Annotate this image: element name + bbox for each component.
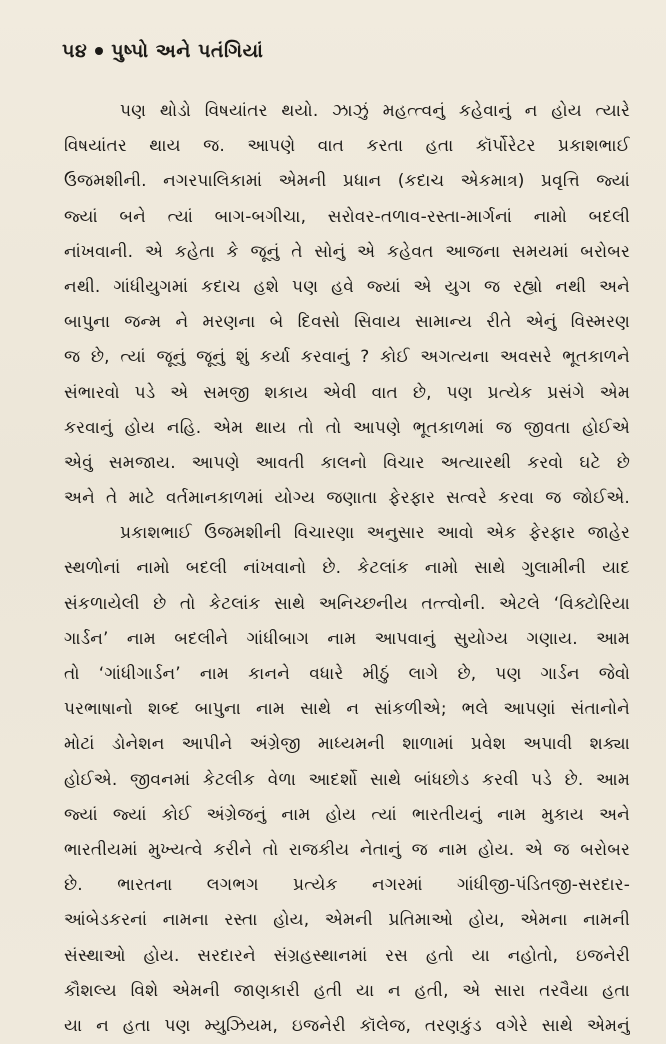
book-title: પુષ્પો અને પતંગિયાં bbox=[111, 40, 264, 62]
text-line: બાપુના જન્મ ને મરણના બે દિવસો સિવાય સામાન્ય રીતે એનું વિસ્મરણ bbox=[64, 312, 630, 333]
text-line: ઉજમશીની. નગરપાલિકામાં એમની પ્રધાન (કદાચ એકમાત્ર) પ્રવૃત્તિ જ્યાં bbox=[64, 171, 630, 192]
paragraph-1 bbox=[64, 94, 630, 516]
page-number: ૫૪ bbox=[62, 40, 88, 62]
text-line: નાંખવાની. એ કહેતા કે જૂનું તે સોનું એ કહેવત આજના સમયમાં બરોબર bbox=[64, 241, 630, 262]
text-line: સંભારવો પડે એ સમજી શકાય એવી વાત છે, પણ પ્રત્યેક પ્રસંગે એમ bbox=[64, 382, 630, 403]
text-line: કરવાનું હોય નહિ. એમ થાય તો તો આપણે ભૂતકાળમાં જ જીવતા હોઈએ bbox=[64, 417, 630, 438]
text-line: પણ થોડો વિષયાંતર થયો. ઝાઝું મહત્ત્વનું કહેવાનું ન હોય ત્યારે bbox=[120, 101, 630, 121]
text-line: જ્યાં જ્યાં કોઈ અંગ્રેજનું નામ હોય ત્યાં ભારતીયનું નામ મુકાય અને bbox=[64, 804, 630, 825]
text-line: કૌશલ્ય વિશે એમની જાણકારી હતી યા ન હતી, એ સારા તરવૈયા હતા bbox=[64, 980, 630, 1001]
body-text bbox=[64, 94, 630, 1044]
running-header bbox=[62, 40, 263, 62]
text-line: હોઈએ. જીવનમાં કેટલીક વેળા આદર્શો સાથે બાંધછોડ કરવી પડે છે. આમ bbox=[64, 769, 630, 790]
text-line: નથી. ગાંધીયુગમાં કદાચ હશે પણ હવે જ્યાં એ યુગ જ રહ્યો નથી અને bbox=[64, 276, 630, 297]
text-line: તો ‘ગાંધીગાર્ડન’ નામ કાનને વધારે મીઠું લાગે છે, પણ ગાર્ડન જેવો bbox=[64, 664, 630, 684]
text-line: સંસ્થાઓ હોય. સરદારને સંગ્રહસ્થાનમાં રસ હતો યા નહોતો, ઇજનેરી bbox=[64, 945, 630, 966]
text-line: યા ન હતા પણ મ્યુઝિયમ, ઇજનેરી કૉલેજ, તરણકુંડ વગેરે સાથે એમનું bbox=[64, 1015, 630, 1036]
paragraph-2 bbox=[64, 516, 630, 1044]
text-line: પરભાષાનો શબ્દ બાપુના નામ સાથે ન સાંકળીએ; ભલે આપણાં સંતાનોને bbox=[64, 699, 630, 720]
text-line: છે. ભારતના લગભગ પ્રત્યેક નગરમાં ગાંધીજી-પંડિતજી-સરદાર- bbox=[64, 875, 630, 896]
text-line: આંબેડકરનાં નામના રસ્તા હોય, એમની પ્રતિમાઓ હોય, એમના નામની bbox=[64, 910, 630, 931]
text-line: અને તે માટે વર્તમાનકાળમાં યોગ્ય જણાતા ફેરફાર સત્વરે કરવા જ જોઈએ. bbox=[64, 488, 630, 509]
text-line: જ છે, ત્યાં જૂનું જૂનું શું કર્યા કરવાનું ? કોઈ અગત્યના અવસરે ભૂતકાળને bbox=[64, 347, 630, 368]
text-line: ભારતીયમાં મુખ્યત્વે કરીને તો રાજકીય નેતાનું જ નામ હોય. એ જ બરોબર bbox=[64, 839, 630, 860]
text-line: વિષયાંતર થાય જ. આપણે વાત કરતા હતા કૉર્પોરેટર પ્રકાશભાઈ bbox=[64, 136, 630, 157]
text-line: સંકળાયેલી છે તો કેટલાંક સાથે અનિચ્છનીય તત્ત્વોની. એટલે ‘વિક્ટોરિયા bbox=[64, 593, 630, 614]
header-bullet-icon bbox=[95, 47, 103, 55]
text-line: જ્યાં બને ત્યાં બાગ-બગીચા, સરોવર-તળાવ-રસ્તા-માર્ગનાં નામો બદલી bbox=[64, 206, 630, 227]
text-line: ગાર્ડન’ નામ બદલીને ગાંધીબાગ નામ આપવાનું સુયોગ્ય ગણાય. આમ bbox=[64, 628, 630, 649]
text-line: મોટાં ડોનેશન આપીને અંગ્રેજી માધ્યમની શાળામાં પ્રવેશ અપાવી શક્યા bbox=[64, 734, 630, 755]
text-line: એવું સમજાય. આપણે આવતી કાલનો વિચાર અત્યારથી કરવો ઘટે છે bbox=[64, 452, 630, 473]
text-line: પ્રકાશભાઈ ઉજમશીની વિચારણા અનુસાર આવો એક ફેરફાર જાહેર bbox=[120, 523, 630, 544]
text-line: સ્થળોનાં નામો બદલી નાંખવાનો છે. કેટલાંક નામો સાથે ગુલામીની યાદ bbox=[64, 558, 630, 579]
